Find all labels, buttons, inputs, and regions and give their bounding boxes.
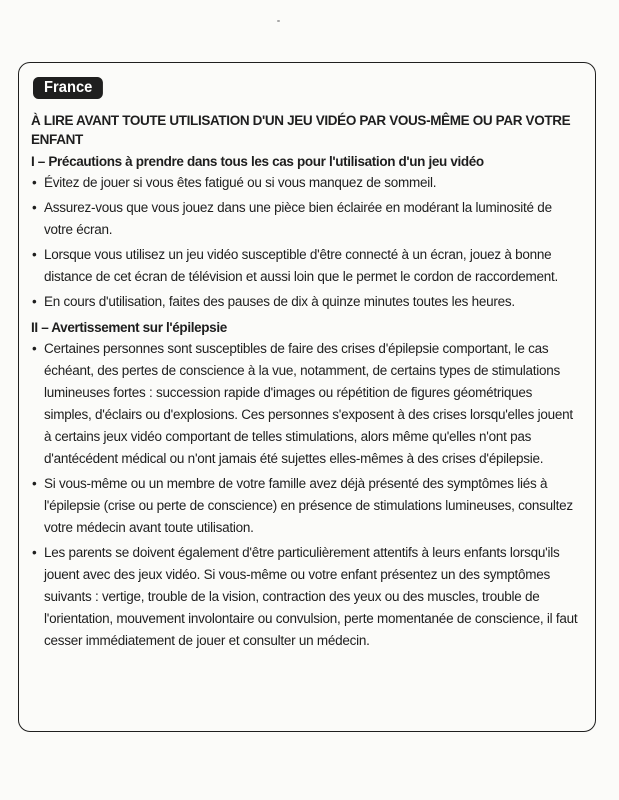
section-title-epilepsy: II – Avertissement sur l'épilepsie — [31, 320, 227, 335]
list-item — [31, 542, 581, 652]
bullet-glyph: • — [32, 341, 37, 356]
bullet-glyph: • — [32, 247, 37, 262]
list-item-text: Les parents se doivent également d'être particulièrement attentifs à leurs enfants lorsqu'ils jouent avec des jeux vidéo. Si vous-même ou votre enfant présentez un des symptômes suivants : vertige, trouble de la vision, contraction des yeux ou des muscles, trouble de l'orientation, mouvement involontaire ou convulsion, perte momentanée de conscience, il faut cesser immédiatement de jouer et consulter un médecin. — [44, 545, 578, 648]
list-item — [31, 172, 581, 194]
list-item — [31, 291, 581, 313]
list-item-text: Évitez de jouer si vous êtes fatigué ou si vous manquez de sommeil. — [44, 175, 437, 190]
list-item — [31, 244, 581, 288]
bullet-glyph: • — [32, 294, 37, 309]
country-badge: France — [33, 77, 103, 99]
section-title-precautions: I – Précautions à prendre dans tous les cas pour l'utilisation d'un jeu vidéo — [31, 154, 484, 169]
list-item — [31, 338, 581, 470]
scan-speck — [277, 20, 280, 22]
bullet-glyph: • — [32, 476, 37, 491]
list-item-text: Si vous-même ou un membre de votre famille avez déjà présenté des symptômes liés à l'épilepsie (crise ou perte de conscience) en présence de stimulations lumineuses, consultez votre médecin avant toute utilisation. — [44, 476, 573, 535]
list-item-text: Assurez-vous que vous jouez dans une pièce bien éclairée en modérant la luminosité de votre écran. — [44, 200, 552, 237]
list-item — [31, 197, 581, 241]
list-item — [31, 473, 581, 539]
list-item-text: Lorsque vous utilisez un jeu vidéo susceptible d'être connecté à un écran, jouez à bonne distance de cet écran de télévision et aussi loin que le permet le cordon de raccordement. — [44, 247, 559, 284]
bullet-glyph: • — [32, 175, 37, 190]
warning-panel — [18, 62, 596, 732]
epilepsy-list — [31, 338, 581, 652]
precautions-list — [31, 172, 581, 313]
bullet-glyph: • — [32, 545, 37, 560]
bullet-glyph: • — [32, 200, 37, 215]
list-item-text: Certaines personnes sont susceptibles de faire des crises d'épilepsie comportant, le cas échéant, des pertes de conscience à la vue, notamment, de certains types de stimulations lumineuses fortes : succession rapide d'images ou répétition de figures géométriques simples, d'éclairs ou d'explosions. Ces personnes s'exposent à des crises lorsqu'elles jouent à certains jeux vidéo comportant de telles stimulations, alors même qu'elles n'ont pas d'antécédent médical ou n'ont jamais été sujettes elles-mêmes à des crises d'épilepsie. — [44, 341, 573, 466]
list-item-text: En cours d'utilisation, faites des pauses de dix à quinze minutes toutes les heures. — [44, 294, 515, 309]
warning-heading: À LIRE AVANT TOUTE UTILISATION D'UN JEU VIDÉO PAR VOUS-MÊME OU PAR VOTRE ENFANT — [31, 113, 571, 147]
